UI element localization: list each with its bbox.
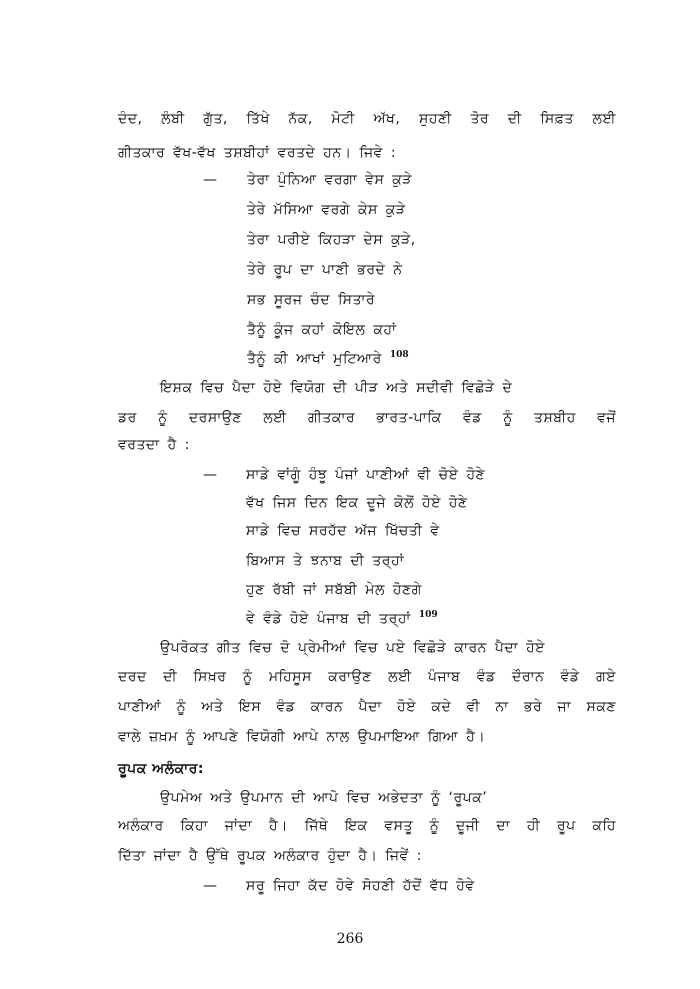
- paragraph-4-line-3: ਦਿੱਤਾ ਜਾਂਦਾ ਹੈ ਉੱਥੇ ਰੂਪਕ ਅਲੰਕਾਰ ਹੁੰਦਾ ਹੈ। ਜਿਵੇਂ :: [118, 848, 422, 864]
- paragraph-4-line-2: ਅਲੰਕਾਰ ਕਿਹਾ ਜਾਂਦਾ ਹੈ। ਜਿੱਥੇ ਇਕ ਵਸਤੂ ਨੂੰ ਦੂਜੀ ਦਾ ਹੀ ਰੂਪ ਕਹਿ: [118, 818, 616, 834]
- verse-3-line-1: ਸਰੂ ਜਿਹਾ ਕੱਦ ਹੋਵੇ ਸੋਹਣੀ ਹੱਦੋਂ ਵੱਧ ਹੋਵੇ: [246, 878, 475, 894]
- verse-1-dash: —: [203, 172, 217, 188]
- verse-2-line-6-text: ਵੇ ਵੰਡੇ ਹੋਏ ਪੰਜਾਬ ਦੀ ਤਰ੍ਹਾਂ: [246, 611, 411, 627]
- verse-1-line-6: ਤੈਨੂੰ ਕੂੰਜ ਕਹਾਂ ਕੋਇਲ ਕਹਾਂ: [247, 322, 397, 338]
- verse-1-line-1: ਤੇਰਾ ਪੁੰਨਿਆ ਵਰਗਾ ਵੇਸ ਕੁੜੇ: [247, 172, 412, 188]
- verse-1-line-3: ਤੇਰਾ ਪਰੀਏ ਕਿਹੜਾ ਦੇਸ ਕੁੜੇ,: [247, 232, 416, 248]
- verse-2-line-3: ਸਾਡੇ ਵਿਚ ਸਰਹੱਦ ਅੱਜ ਖਿੱਚਤੀ ਵੇ: [246, 523, 440, 539]
- verse-2-line-2: ਵੱਖ ਜਿਸ ਦਿਨ ਇਕ ਦੂਜੇ ਕੋਲੋਂ ਹੋਏ ਹੋਣੇ: [246, 495, 468, 511]
- verse-3-dash: —: [203, 878, 217, 894]
- paragraph-2-line-3: ਵਰਤਦਾ ਹੈ :: [118, 437, 190, 453]
- paragraph-1-line-1: ਦੰਦ, ਲੰਬੀ ਗੁੱਤ, ਤਿੱਖੇ ਨੱਕ, ਮੋਟੀ ਅੱਖ, ਸੁਹਣੀ ਤੋਰ ਦੀ ਸਿਫ਼ਤ ਲਈ: [118, 111, 616, 127]
- verse-2-line-6: [246, 610, 438, 627]
- paragraph-2-line-1: ਇਸ਼ਕ ਵਿਚ ਪੈਦਾ ਹੋਏ ਵਿਯੋਗ ਦੀ ਪੀੜ ਅਤੇ ਸਦੀਵੀ ਵਿਛੋੜੇ ਦੇ: [160, 380, 513, 396]
- verse-2-line-5: ਹੁਣ ਰੱਬੀ ਜਾਂ ਸਬੱਬੀ ਮੇਲ ਹੋਣਗੇ: [246, 582, 422, 598]
- paragraph-3-line-3: ਪਾਣੀਆਂ ਨੂੰ ਅਤੇ ਇਸ ਵੰਡ ਕਾਰਨ ਪੈਦਾ ਹੋਏ ਕਦੇ ਵੀ ਨਾ ਭਰੇ ਜਾ ਸਕਣ: [118, 699, 616, 715]
- verse-1-line-4: ਤੇਰੇ ਰੂਪ ਦਾ ਪਾਣੀ ਭਰਦੇ ਨੇ: [247, 262, 403, 278]
- verse-1-line-2: ਤੇਰੇ ਮੱਸਿਆ ਵਰਗੇ ਕੇਸ ਕੁੜੇ: [247, 202, 406, 218]
- paragraph-3-line-1: ਉਪਰੋਕਤ ਗੀਤ ਵਿਚ ਦੋ ਪ੍ਰੇਮੀਆਂ ਵਿਚ ਪਏ ਵਿਛੋੜੇ ਕਾਰਨ ਪੈਦਾ ਹੋਏ: [160, 640, 545, 656]
- verse-1-line-7: [247, 350, 409, 367]
- section-heading: ਰੂਪਕ ਅਲੰਕਾਰ:: [118, 761, 204, 777]
- page-number: 266: [336, 931, 364, 947]
- verse-2-line-1: ਸਾਡੇ ਵਾਂਗੂੰ ਹੰਝੂ ਪੰਜਾਂ ਪਾਣੀਆਂ ਵੀ ਚੋਏ ਹੋਣੇ: [246, 467, 486, 483]
- paragraph-2-line-2: ਡਰ ਨੂੰ ਦਰਸਾਉਣ ਲਈ ਗੀਤਕਾਰ ਭਾਰਤ-ਪਾਕਿ ਵੰਡ ਨੂੰ ਤਸ਼ਬੀਹ ਵਜੋਂ: [118, 410, 616, 426]
- verse-1-line-7-text: ਤੈਨੂੰ ਕੀ ਆਖਾਂ ਮੁਟਿਆਰੇ: [247, 351, 382, 367]
- footnote-ref-108: 108: [389, 350, 409, 360]
- paragraph-3-line-2: ਦਰਦ ਦੀ ਸਿਖ਼ਰ ਨੂੰ ਮਹਿਸੂਸ ਕਰਾਉਣ ਲਈ ਪੰਜਾਬ ਵੰਡ ਦੌਰਾਨ ਵੰਡੇ ਗਏ: [118, 669, 616, 685]
- footnote-ref-109: 109: [418, 610, 438, 620]
- verse-2-dash: —: [203, 467, 217, 483]
- paragraph-3-line-4: ਵਾਲੇ ਜ਼ਖ਼ਮ ਨੂੰ ਆਪਣੇ ਵਿਯੋਗੀ ਆਪੇ ਨਾਲ ਉਪਮਾਇਆ ਗਿਆ ਹੈ।: [118, 729, 486, 745]
- verse-1-line-5: ਸਭ ਸੂਰਜ ਚੰਦ ਸਿਤਾਰੇ: [247, 292, 376, 308]
- verse-2-line-4: ਬਿਆਸ ਤੇ ਝਨਾਬ ਦੀ ਤਰ੍ਹਾਂ: [246, 553, 405, 569]
- paragraph-4-line-1: ਉਪਮੇਅ ਅਤੇ ਉਪਮਾਨ ਦੀ ਆਪੋ ਵਿਚ ਅਭੇਦਤਾ ਨੂੰ ‘ਰੂਪਕ’: [160, 790, 488, 806]
- paragraph-1-line-2: ਗੀਤਕਾਰ ਵੱਖ-ਵੱਖ ਤਸ਼ਬੀਹਾਂ ਵਰਤਦੇ ਹਨ। ਜਿਵੇ :: [118, 145, 397, 161]
